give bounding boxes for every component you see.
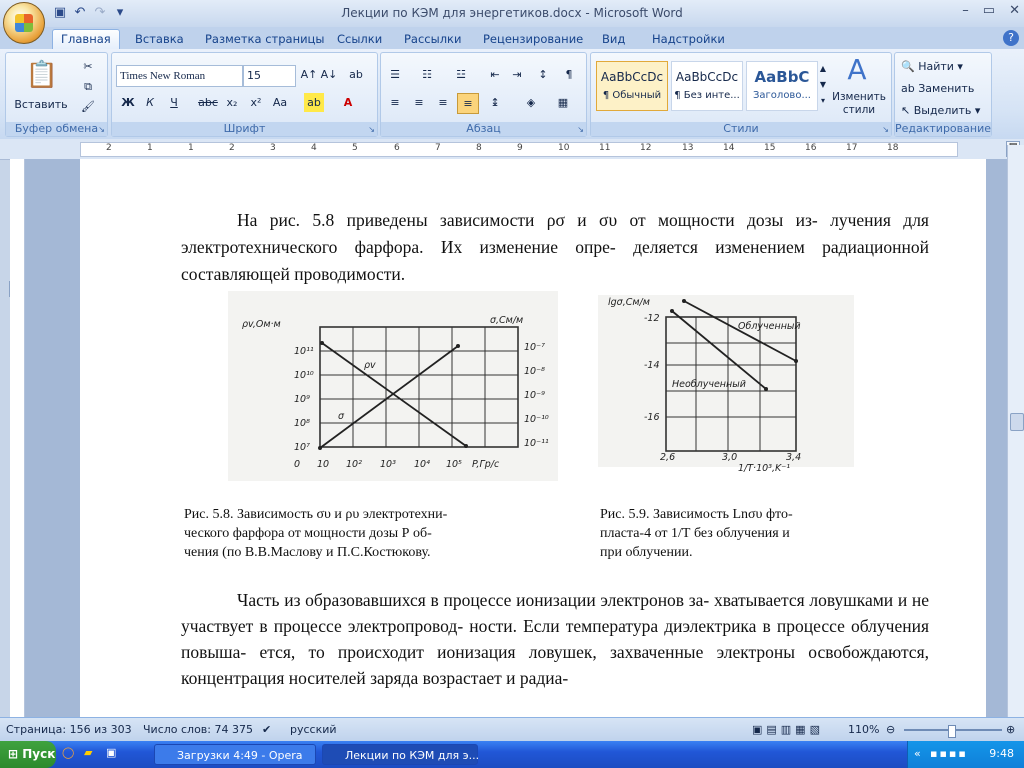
- show-marks-icon[interactable]: ¶: [565, 68, 573, 81]
- text-line: ности. Если температура диэлектрика в процессе облучения повыша-: [181, 616, 930, 662]
- fig58-left-tick: 10⁷: [294, 442, 310, 453]
- ruler-number: 2: [106, 143, 112, 153]
- figure-5-8[interactable]: [228, 291, 558, 481]
- style-sample: AaBbCcDc: [600, 70, 664, 84]
- ruler-number: 7: [435, 143, 441, 153]
- fig58-left-tick: 10¹⁰: [294, 370, 314, 381]
- text-line: ется, то происходит ионизация ловушек, захваченные электроны: [259, 642, 796, 662]
- paste-icon[interactable]: 📋: [25, 60, 59, 90]
- ruler-number: 11: [599, 143, 611, 153]
- subscript-icon[interactable]: x₂: [226, 96, 238, 109]
- paste-button[interactable]: Вставить: [14, 98, 68, 111]
- tab-mailings[interactable]: Рассылки: [404, 32, 462, 46]
- ruler-number: 12: [640, 143, 652, 153]
- fig58-left-tick: 10¹¹: [294, 346, 314, 357]
- paragraph-1[interactable]: [181, 207, 929, 288]
- change-styles-button[interactable]: Изменить стили: [832, 91, 886, 116]
- fig58-x-tick: 0: [294, 459, 301, 470]
- maximize-button[interactable]: ▭: [982, 3, 996, 18]
- sort-icon[interactable]: ↕: [538, 68, 548, 81]
- fig58-x-tick: 10⁵: [446, 459, 462, 470]
- save-icon[interactable]: ▣: [106, 746, 117, 759]
- ruler-number: 2: [229, 143, 235, 153]
- style-sample: AaBbCcDc: [675, 70, 739, 84]
- caption-line: при облучении.: [600, 545, 693, 560]
- shrink-font-icon[interactable]: A↓: [320, 68, 338, 81]
- horizontal-ruler[interactable]: [0, 139, 1024, 160]
- select-icon: ↖: [901, 104, 911, 117]
- document-page[interactable]: [80, 159, 986, 759]
- numbering-icon[interactable]: ☷: [422, 68, 432, 81]
- scrollbar-thumb[interactable]: [1010, 413, 1024, 431]
- text-line: хватывается ловушками и не участвует в процессе электропровод-: [181, 590, 930, 636]
- caption-line: Рис. 5.9. Зависимость Lnσυ фто-: [600, 507, 793, 522]
- start-label: Пуск: [22, 747, 56, 761]
- task-opera[interactable]: Загрузки 4:49 - Opera: [154, 744, 316, 765]
- tab-addins[interactable]: Надстройки: [652, 32, 725, 46]
- align-center-icon[interactable]: ≡: [414, 96, 424, 109]
- find-label: Найти: [918, 60, 954, 73]
- undo-icon[interactable]: ↶: [74, 5, 86, 20]
- fig59-y-tick: -12: [644, 313, 660, 324]
- line-spacing-icon[interactable]: ↨: [490, 96, 500, 109]
- vertical-scrollbar[interactable]: [1007, 145, 1024, 717]
- close-button[interactable]: ✕: [1009, 3, 1020, 18]
- text-line: освобождаются, концентрация носителей заряда возрастает и радиа-: [181, 642, 930, 688]
- style-name: ¶ Обычный: [602, 90, 662, 101]
- tray-icons[interactable]: ▪▪▪▪: [930, 747, 968, 760]
- font-name-select[interactable]: Times New Roman: [116, 65, 243, 87]
- figure-5-9-plot: [598, 295, 854, 474]
- paragraph-2[interactable]: [181, 587, 929, 691]
- ribbon-tabs: [0, 27, 1024, 49]
- folder-icon[interactable]: ▰: [84, 746, 93, 759]
- style-name: Заголово...: [753, 90, 811, 101]
- zoom-in-icon[interactable]: ⊕: [1006, 723, 1016, 736]
- text-line: Часть из образовавшихся в процессе ионизации электронов за-: [237, 590, 710, 610]
- style-name: ¶ Без инте...: [674, 90, 740, 101]
- tab-home[interactable]: Главная: [52, 29, 120, 50]
- fig58-x-tick: 10: [317, 459, 330, 470]
- grow-font-icon[interactable]: A↑: [300, 68, 318, 81]
- replace-icon: ab: [901, 82, 915, 95]
- ruler-number: 4: [311, 143, 317, 153]
- style-no-spacing[interactable]: [671, 61, 743, 111]
- fig58-curve-rho-label: ρv: [364, 360, 376, 371]
- ruler-number: 1: [147, 143, 153, 153]
- fig58-right-tick: 10⁻¹⁰: [524, 414, 549, 425]
- group-label: Абзац: [381, 122, 586, 136]
- redo-icon[interactable]: ↷: [94, 5, 106, 20]
- fig58-right-axis-label: σ,См/м: [490, 315, 524, 326]
- borders-icon[interactable]: ▦: [557, 96, 569, 109]
- fig58-x-tick: 10³: [380, 459, 396, 470]
- dialog-launcher-icon[interactable]: ↘: [98, 125, 105, 134]
- spelling-icon[interactable]: ✔: [262, 723, 272, 736]
- dialog-launcher-icon[interactable]: ↘: [368, 125, 375, 134]
- tab-view[interactable]: Вид: [602, 32, 626, 46]
- fig59-y-tick: -14: [644, 360, 660, 371]
- start-button[interactable]: [0, 741, 56, 768]
- opera-icon[interactable]: ◯: [62, 746, 75, 759]
- fig58-left-tick: 10⁸: [294, 418, 310, 429]
- word-count[interactable]: Число слов: 74 375: [143, 723, 253, 736]
- shading-icon[interactable]: ◈: [526, 96, 536, 109]
- group-label: Редактирование: [895, 122, 991, 135]
- copy-icon[interactable]: ⧉: [84, 80, 92, 93]
- group-label: Буфер обмена: [6, 122, 107, 136]
- ruler-number: 15: [764, 143, 776, 153]
- minimize-button[interactable]: –: [962, 3, 969, 18]
- zoom-slider-thumb[interactable]: [948, 725, 956, 738]
- fig58-right-tick: 10⁻¹¹: [524, 438, 549, 449]
- ruler-number: 8: [476, 143, 482, 153]
- fig58-x-label: P,Гр/с: [472, 459, 500, 470]
- ruler-scale[interactable]: [80, 142, 958, 157]
- superscript-icon[interactable]: x²: [250, 96, 262, 109]
- clear-format-icon[interactable]: ab: [349, 68, 363, 81]
- fig58-left-tick: 10⁹: [294, 394, 310, 405]
- align-right-icon[interactable]: ≡: [438, 96, 448, 109]
- ruler-number: 1: [188, 143, 194, 153]
- cut-icon[interactable]: ✂: [83, 60, 93, 73]
- dialog-launcher-icon[interactable]: ↘: [882, 125, 889, 134]
- replace-button[interactable]: [901, 79, 981, 99]
- ruler-number: 9: [517, 143, 523, 153]
- windows-flag-icon: ⊞: [8, 747, 19, 761]
- tab-insert[interactable]: Вставка: [135, 32, 184, 46]
- style-sample: AaBbC: [754, 68, 810, 86]
- fig59-x-tick: 2,6: [660, 452, 676, 463]
- decrease-indent-icon[interactable]: ⇤: [490, 68, 500, 81]
- text-line: На рис. 5.8 приведены зависимости ρσ и συ от мощности дозы из-: [237, 210, 818, 230]
- increase-indent-icon[interactable]: ⇥: [512, 68, 522, 81]
- highlight-icon[interactable]: ab: [304, 93, 324, 112]
- caption-line: пласта-4 от 1/Т без облучения и: [600, 526, 790, 541]
- group-label: Стили: [591, 122, 891, 136]
- ribbon: [0, 49, 1024, 140]
- group-paragraph: [380, 52, 587, 137]
- find-icon: 🔍: [901, 60, 915, 73]
- bullets-icon[interactable]: ☰: [390, 68, 400, 81]
- caption-line: ческого фарфора от мощности дозы Р об-: [184, 526, 432, 541]
- customize-qat-icon[interactable]: ▾: [116, 5, 124, 20]
- tab-references[interactable]: Ссылки: [337, 32, 383, 46]
- fig58-x-tick: 10²: [346, 459, 362, 470]
- bold-icon[interactable]: Ж: [121, 96, 135, 109]
- vertical-ruler[interactable]: [10, 159, 25, 717]
- fig58-x-tick: 10⁴: [414, 459, 430, 470]
- ruler-number: 13: [682, 143, 694, 153]
- taskbar: [0, 741, 1024, 768]
- fig59-y-tick: -16: [644, 412, 660, 423]
- ruler-number: 10: [558, 143, 570, 153]
- style-normal[interactable]: [596, 61, 668, 111]
- page-count[interactable]: Страница: 156 из 303: [6, 723, 132, 736]
- office-logo-icon: [15, 14, 33, 32]
- text-line: лучения для электротехнического фарфора. Их изменение опре-: [181, 210, 929, 257]
- ruler-number: 14: [723, 143, 735, 153]
- title-bar: [0, 0, 1024, 27]
- change-styles-icon[interactable]: A: [847, 53, 867, 86]
- zoom-level[interactable]: 110%: [848, 723, 880, 736]
- change-case-icon[interactable]: Aa: [272, 96, 288, 109]
- fig58-right-tick: 10⁻⁹: [524, 390, 545, 401]
- select-button[interactable]: ↖ Выделить ▾: [901, 104, 981, 117]
- strikethrough-icon[interactable]: abc: [198, 96, 218, 109]
- ruler-number: 5: [352, 143, 358, 153]
- fig59-x-label: 1/T·10³,K⁻¹: [738, 463, 791, 474]
- group-editing: [894, 52, 992, 137]
- fig58-right-tick: 10⁻⁷: [524, 342, 545, 353]
- caption-5-9[interactable]: [600, 505, 860, 562]
- office-button[interactable]: [3, 2, 45, 44]
- underline-icon[interactable]: Ч: [170, 96, 178, 109]
- style-heading1[interactable]: [746, 61, 818, 111]
- document-area[interactable]: [25, 159, 1008, 717]
- ruler-number: 18: [887, 143, 899, 153]
- fig59-curve-irr-label: Облученный: [738, 321, 801, 332]
- group-label: Шрифт: [112, 122, 377, 136]
- figure-5-8-plot: [228, 291, 558, 481]
- italic-icon[interactable]: К: [146, 96, 154, 109]
- multilevel-list-icon[interactable]: ☳: [456, 68, 466, 81]
- group-clipboard: [5, 52, 108, 137]
- group-styles: [590, 52, 892, 137]
- replace-label: Заменить: [918, 82, 975, 95]
- tab-review[interactable]: Рецензирование: [483, 32, 584, 46]
- group-font: [111, 52, 378, 137]
- dialog-launcher-icon[interactable]: ↘: [577, 125, 584, 134]
- font-color-icon[interactable]: A: [343, 96, 353, 109]
- styles-scroll-icon[interactable]: ▲ ▼ ▾: [819, 64, 827, 105]
- help-icon[interactable]: ?: [1003, 30, 1019, 46]
- language[interactable]: русский: [290, 723, 337, 736]
- figure-5-9[interactable]: [598, 295, 854, 474]
- task-word[interactable]: Лекции по КЭМ для э...: [322, 744, 478, 765]
- system-tray: [907, 741, 1024, 768]
- ruler-number: 3: [270, 143, 276, 153]
- tray-expand-icon[interactable]: «: [914, 747, 921, 760]
- ruler-ticks: [81, 143, 957, 156]
- fig58-curve-sigma-label: σ: [338, 411, 345, 422]
- caption-5-8[interactable]: [184, 505, 544, 562]
- align-left-icon[interactable]: ≡: [390, 96, 400, 109]
- fig58-right-tick: 10⁻⁸: [524, 366, 545, 377]
- fig59-x-tick: 3,0: [722, 452, 738, 463]
- fig59-y-axis-label: lgσ,См/м: [608, 297, 650, 308]
- fig58-left-axis-label: ρv,Ом·м: [242, 319, 281, 330]
- zoom-out-icon[interactable]: ⊖: [886, 723, 896, 736]
- ruler-number: 6: [394, 143, 400, 153]
- fig59-curve-nonirr-label: Необлученный: [672, 379, 746, 390]
- text-line: деляется изменением радиационной составляющей проводимости.: [181, 237, 930, 284]
- ruler-number: 17: [846, 143, 858, 153]
- window-title: Лекции по КЭМ для энергетиков.docx - Microsoft Word: [341, 6, 683, 20]
- select-label: Выделить: [913, 104, 972, 117]
- view-buttons[interactable]: ▣▤▥▦▧: [752, 723, 824, 736]
- clock: 9:48: [989, 747, 1014, 760]
- format-painter-icon[interactable]: 🖌: [81, 100, 95, 113]
- justify-icon[interactable]: ≡: [457, 93, 479, 114]
- find-button[interactable]: 🔍 Найти ▾: [901, 60, 963, 73]
- caption-line: чения (по В.В.Маслову и П.С.Костюкову.: [184, 545, 431, 560]
- font-size-select[interactable]: 15: [243, 65, 296, 87]
- caption-line: Рис. 5.8. Зависимость συ и ρυ электротехни-: [184, 507, 448, 522]
- fig59-x-tick: 3,4: [786, 452, 802, 463]
- status-bar: [0, 717, 1024, 742]
- sigma-curve: [320, 346, 458, 448]
- save-icon[interactable]: ▣: [53, 5, 67, 20]
- tab-page-layout[interactable]: Разметка страницы: [205, 32, 325, 46]
- ruler-number: 16: [805, 143, 817, 153]
